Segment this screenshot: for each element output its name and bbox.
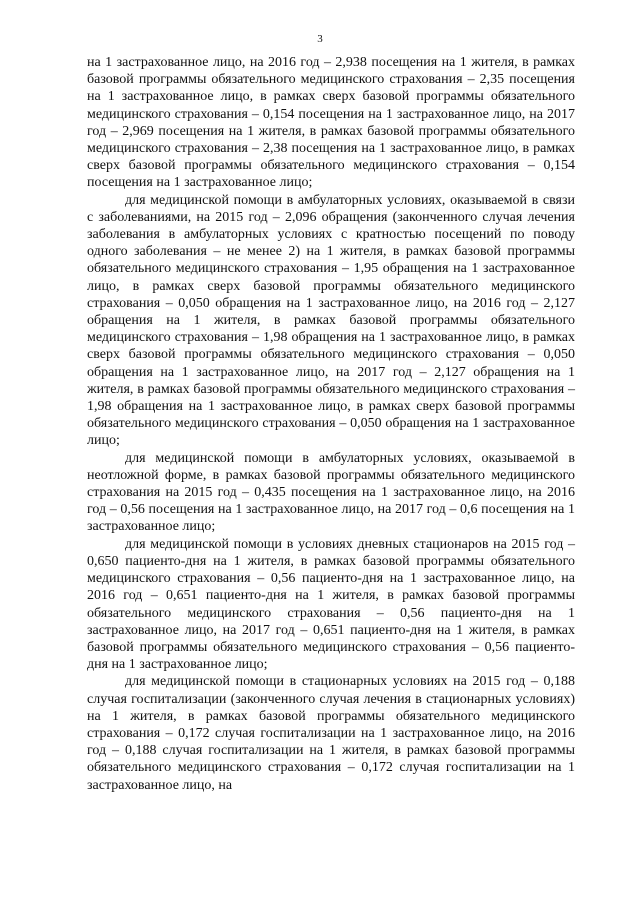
paragraph-inpatient: для медицинской помощи в стационарных условиях на 2015 год – 0,188 случая госпитализации (законченного случая лечения в стационарных условиях) на 1 жителя, в рамках базовой программы обязательного медицинского страхования – 0,172 случая госпитализации на 1 застрахованное лицо, на 2016 год – 0,188 случая госпитализации на 1 жителя, в рамках базовой программы обязательного медицинского страхования – 0,172 случая госпитализации на 1 застрахованное лицо, на [87,674,575,793]
paragraph-day-hospital: для медицинской помощи в условиях дневных стационаров на 2015 год – 0,650 пациенто-дня на 1 жителя, в рамках базовой программы обязательного медицинского страхования – 0,56 пациенто-дня на 1 застрахованное лицо, на 2016 год – 0,651 пациенто-дня на 1 жителя, в рамках базовой программы обязательного медицинского страхования – 0,56 пациенто-дня на 1 застрахованное лицо, на 2017 год – 0,651 пациенто-дня на 1 жителя, в рамках базовой программы обязательного медицинского страхования – 0,56 пациенто-дня на 1 застрахованное лицо; [87,536,575,673]
page-number: 3 [317,33,323,45]
paragraph-outpatient-visits-continuation: на 1 застрахованное лицо, на 2016 год – 2,938 посещения на 1 жителя, в рамках базовой программы обязательного медицинского страхования – 2,35 посещения на 1 застрахованное лицо, в рамках сверх базовой программы обязательного медицинского страхования – 0,154 посещения на 1 застрахованное лицо, на 2017 год – 2,969 посещения на 1 жителя, в рамках базовой программы обязательного медицинского страхования – 2,38 посещения на 1 застрахованное лицо, в рамках сверх базовой программы обязательного медицинского страхования – 0,154 посещения на 1 застрахованное лицо; [87,55,575,191]
paragraph-outpatient-disease-appeals: для медицинской помощи в амбулаторных условиях, оказываемой в связи с заболеваниями, на 2015 год – 2,096 обращения (законченного случая лечения заболевания в амбулаторных условиях с кратностью посещений по поводу одного заболевания – не менее 2) на 1 жителя, в рамках базовой программы обязательного медицинского страхования – 1,95 обращения на 1 застрахованное лицо, в рамках сверх базовой программы обязательного медицинского страхования – 0,050 обращения на 1 застрахованное лицо, на 2016 год – 2,127 обращения на 1 жителя, в рамках базовой программы обязательного медицинского страхования – 1,98 обращения на 1 застрахованное лицо, в рамках сверх базовой программы обязательного медицинского страхования – 0,050 обращения на 1 застрахованное лицо, на 2017 год – 2,127 обращения на 1 жителя, в рамках базовой программы обязательного медицинского страхования – 1,98 обращения на 1 застрахованное лицо, в рамках сверх базовой программы обязательного медицинского страхования – 0,050 обращения на 1 застрахованное лицо; [87,192,575,449]
paragraph-outpatient-emergency: для медицинской помощи в амбулаторных условиях, оказываемой в неотложной форме, в рамках базовой программы обязательного медицинского страхования на 2015 год – 0,435 посещения на 1 застрахованное лицо, на 2016 год – 0,56 посещения на 1 застрахованное лицо, на 2017 год – 0,6 посещения на 1 застрахованное лицо; [87,450,575,535]
document-body [87,54,575,794]
